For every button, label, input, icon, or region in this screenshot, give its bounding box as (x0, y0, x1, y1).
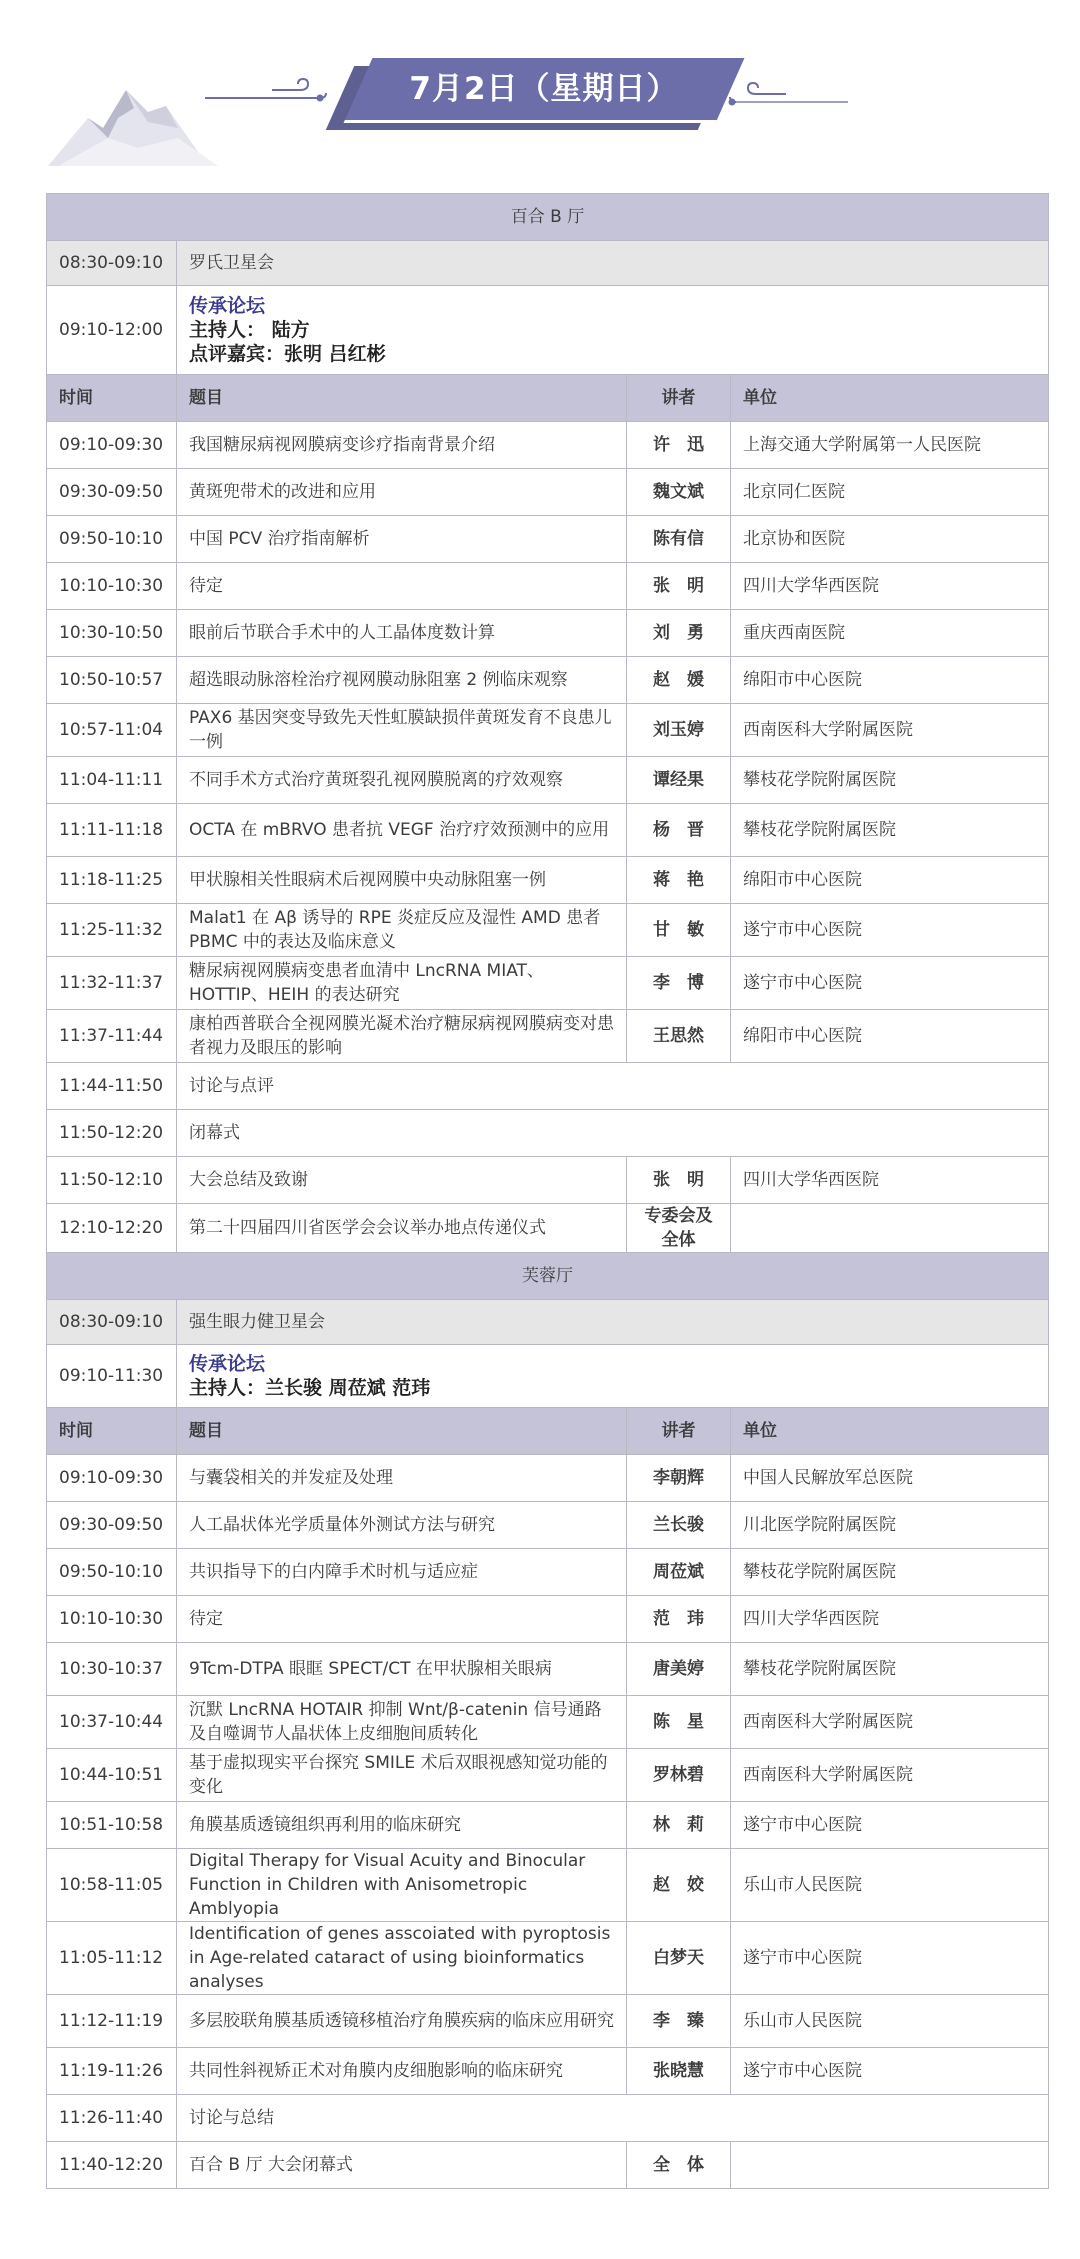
hall-header (47, 194, 1049, 241)
session-row (47, 241, 1049, 286)
table-row (47, 516, 1049, 563)
table-row (47, 757, 1049, 804)
row-unit (731, 1204, 1049, 1253)
row-speaker: 赵 姣 (627, 1849, 731, 1922)
forum-row (47, 1345, 1049, 1408)
row-topic: PAX6 基因突变导致先天性虹膜缺损伴黄斑发育不良患儿一例 (177, 704, 627, 757)
row-speaker: 李 博 (627, 957, 731, 1010)
row-time: 11:44-11:50 (47, 1063, 177, 1110)
table-row (47, 1849, 1049, 1922)
row-speaker: 罗林碧 (627, 1749, 731, 1802)
table-row (47, 1749, 1049, 1802)
row-unit: 四川大学华西医院 (731, 1596, 1049, 1643)
row-unit: 西南医科大学附属医院 (731, 1696, 1049, 1749)
row-speaker: 许 迅 (627, 422, 731, 469)
row-unit: 攀枝花学院附属医院 (731, 757, 1049, 804)
row-topic: 待定 (177, 563, 627, 610)
row-topic: 眼前后节联合手术中的人工晶体度数计算 (177, 610, 627, 657)
row-unit: 上海交通大学附属第一人民医院 (731, 422, 1049, 469)
row-time: 11:37-11:44 (47, 1010, 177, 1063)
row-unit: 遂宁市中心医院 (731, 957, 1049, 1010)
row-unit: 四川大学华西医院 (731, 563, 1049, 610)
forum-row (47, 286, 1049, 375)
row-unit: 北京同仁医院 (731, 469, 1049, 516)
col-unit-header: 单位 (731, 1408, 1049, 1455)
row-speaker: 张 明 (627, 563, 731, 610)
row-topic: 沉默 LncRNA HOTAIR 抑制 Wnt/β-catenin 信号通路及自噬调节人晶状体上皮细胞间质转化 (177, 1696, 627, 1749)
row-speaker: 李朝辉 (627, 1455, 731, 1502)
table-row (47, 1643, 1049, 1696)
forum-host: 主持人：兰长骏 周莅斌 范玮 (189, 1377, 431, 1399)
row-unit: 重庆西南医院 (731, 610, 1049, 657)
row-speaker: 陈 星 (627, 1696, 731, 1749)
table-row (47, 904, 1049, 957)
forum-time: 09:10-11:30 (47, 1345, 177, 1408)
row-speaker: 魏文斌 (627, 469, 731, 516)
col-unit-header: 单位 (731, 375, 1049, 422)
row-speaker: 李 臻 (627, 1995, 731, 2048)
row-unit (731, 2142, 1049, 2189)
row-time: 10:30-10:37 (47, 1643, 177, 1696)
row-unit: 四川大学华西医院 (731, 1157, 1049, 1204)
row-speaker: 甘 敏 (627, 904, 731, 957)
row-unit: 西南医科大学附属医院 (731, 704, 1049, 757)
row-time: 09:50-10:10 (47, 516, 177, 563)
row-topic: Identification of genes asscoiated with pyroptosis in Age-related cataract of using bioinformatics analyses (177, 1922, 627, 1995)
col-time-header: 时间 (47, 375, 177, 422)
row-speaker: 周莅斌 (627, 1549, 731, 1596)
col-topic-header: 题目 (177, 1408, 627, 1455)
row-speaker: 杨 晋 (627, 804, 731, 857)
table-row (47, 1502, 1049, 1549)
row-time: 09:10-09:30 (47, 422, 177, 469)
line-right-decor (728, 97, 848, 107)
forum-title: 传承论坛 (189, 295, 266, 317)
row-topic: 讨论与总结 (177, 2095, 1049, 2142)
row-speaker: 陈有信 (627, 516, 731, 563)
row-time: 11:26-11:40 (47, 2095, 177, 2142)
forum-info (177, 1345, 1049, 1408)
row-time: 11:05-11:12 (47, 1922, 177, 1995)
row-time: 11:11-11:18 (47, 804, 177, 857)
row-unit: 攀枝花学院附属医院 (731, 1549, 1049, 1596)
row-unit: 中国人民解放军总医院 (731, 1455, 1049, 1502)
header (0, 0, 1080, 180)
row-time: 10:37-10:44 (47, 1696, 177, 1749)
row-unit: 乐山市人民医院 (731, 1995, 1049, 2048)
row-topic: 超选眼动脉溶栓治疗视网膜动脉阻塞 2 例临床观察 (177, 657, 627, 704)
row-topic: 我国糖尿病视网膜病变诊疗指南背景介绍 (177, 422, 627, 469)
column-header-row (47, 375, 1049, 422)
table-row (47, 1204, 1049, 1253)
col-time-header: 时间 (47, 1408, 177, 1455)
forum-title: 传承论坛 (189, 1353, 266, 1375)
row-topic: 中国 PCV 治疗指南解析 (177, 516, 627, 563)
row-topic: 康柏西普联合全视网膜光凝术治疗糖尿病视网膜病变对患者视力及眼压的影响 (177, 1010, 627, 1063)
row-time: 11:12-11:19 (47, 1995, 177, 2048)
discussion-row (47, 2095, 1049, 2142)
row-topic: 人工晶状体光学质量体外测试方法与研究 (177, 1502, 627, 1549)
table-row (47, 1549, 1049, 1596)
hall-name: 百合 B 厅 (47, 194, 1049, 241)
row-topic: 待定 (177, 1596, 627, 1643)
row-time: 11:50-12:20 (47, 1110, 177, 1157)
row-time: 11:32-11:37 (47, 957, 177, 1010)
row-unit: 攀枝花学院附属医院 (731, 804, 1049, 857)
row-time: 12:10-12:20 (47, 1204, 177, 1253)
row-time: 10:58-11:05 (47, 1849, 177, 1922)
date-title: 7月2日（星期日） (409, 71, 679, 107)
row-time: 11:25-11:32 (47, 904, 177, 957)
row-topic: 糖尿病视网膜病变患者血清中 LncRNA MIAT、HOTTIP、HEIH 的表达研究 (177, 957, 627, 1010)
row-speaker: 范 玮 (627, 1596, 731, 1643)
table-row (47, 704, 1049, 757)
row-topic: 共识指导下的白内障手术时机与适应症 (177, 1549, 627, 1596)
row-time: 10:30-10:50 (47, 610, 177, 657)
row-unit: 绵阳市中心医院 (731, 857, 1049, 904)
session-title: 罗氏卫星会 (177, 241, 1049, 286)
row-unit: 北京协和医院 (731, 516, 1049, 563)
hall-header (47, 1253, 1049, 1300)
row-topic: 闭幕式 (177, 1110, 1049, 1157)
row-topic: 与囊袋相关的并发症及处理 (177, 1455, 627, 1502)
table-row (47, 1010, 1049, 1063)
row-speaker: 张晓慧 (627, 2048, 731, 2095)
row-time: 11:18-11:25 (47, 857, 177, 904)
table-row (47, 2048, 1049, 2095)
table-row (47, 1802, 1049, 1849)
row-speaker: 张 明 (627, 1157, 731, 1204)
table-row (47, 1157, 1049, 1204)
table-row (47, 857, 1049, 904)
row-time: 11:50-12:10 (47, 1157, 177, 1204)
table-row (47, 610, 1049, 657)
row-unit: 遂宁市中心医院 (731, 1802, 1049, 1849)
row-time: 11:40-12:20 (47, 2142, 177, 2189)
discussion-row (47, 1063, 1049, 1110)
row-speaker: 刘 勇 (627, 610, 731, 657)
row-time: 09:30-09:50 (47, 1502, 177, 1549)
row-speaker: 林 莉 (627, 1802, 731, 1849)
table-row (47, 1995, 1049, 2048)
row-topic: 讨论与点评 (177, 1063, 1049, 1110)
session-time: 08:30-09:10 (47, 1300, 177, 1345)
table-row (47, 469, 1049, 516)
mountain-illustration (48, 78, 218, 168)
session-title: 强生眼力健卫星会 (177, 1300, 1049, 1345)
table-row (47, 422, 1049, 469)
row-time: 10:57-11:04 (47, 704, 177, 757)
row-speaker: 白梦天 (627, 1922, 731, 1995)
row-speaker: 全 体 (627, 2142, 731, 2189)
table-row (47, 563, 1049, 610)
row-speaker: 谭经果 (627, 757, 731, 804)
closing-row (47, 1110, 1049, 1157)
row-unit: 攀枝花学院附属医院 (731, 1643, 1049, 1696)
row-time: 10:44-10:51 (47, 1749, 177, 1802)
row-time: 10:51-10:58 (47, 1802, 177, 1849)
forum-time: 09:10-12:00 (47, 286, 177, 375)
row-time: 10:10-10:30 (47, 563, 177, 610)
row-topic: 黄斑兜带术的改进和应用 (177, 469, 627, 516)
line-left-decor (205, 93, 325, 103)
row-time: 11:19-11:26 (47, 2048, 177, 2095)
table-row (47, 1922, 1049, 1995)
table-row (47, 957, 1049, 1010)
row-unit: 遂宁市中心医院 (731, 904, 1049, 957)
session-time: 08:30-09:10 (47, 241, 177, 286)
hall-name: 芙蓉厅 (47, 1253, 1049, 1300)
row-speaker: 唐美婷 (627, 1643, 731, 1696)
table-row (47, 657, 1049, 704)
row-time: 09:10-09:30 (47, 1455, 177, 1502)
row-topic: 多层胶联角膜基质透镜移植治疗角膜疾病的临床应用研究 (177, 1995, 627, 2048)
row-time: 11:04-11:11 (47, 757, 177, 804)
row-speaker: 专委会及全体 (627, 1204, 731, 1253)
table-row (47, 2142, 1049, 2189)
col-speaker-header: 讲者 (627, 375, 731, 422)
table-row (47, 1455, 1049, 1502)
row-speaker: 兰长骏 (627, 1502, 731, 1549)
row-speaker: 刘玉婷 (627, 704, 731, 757)
row-time: 09:30-09:50 (47, 469, 177, 516)
col-topic-header: 题目 (177, 375, 627, 422)
row-topic: 基于虚拟现实平台探究 SMILE 术后双眼视感知觉功能的变化 (177, 1749, 627, 1802)
row-topic: 9Tcm-DTPA 眼眶 SPECT/CT 在甲状腺相关眼病 (177, 1643, 627, 1696)
forum-reviewer: 点评嘉宾：张明 吕红彬 (189, 343, 386, 365)
table-row (47, 1596, 1049, 1643)
schedule-table (46, 193, 1049, 2189)
row-unit: 绵阳市中心医院 (731, 1010, 1049, 1063)
row-topic: Digital Therapy for Visual Acuity and Binocular Function in Children with Anisometropic Amblyopia (177, 1849, 627, 1922)
row-topic: 角膜基质透镜组织再利用的临床研究 (177, 1802, 627, 1849)
row-unit: 乐山市人民医院 (731, 1849, 1049, 1922)
row-time: 10:10-10:30 (47, 1596, 177, 1643)
row-unit: 川北医学院附属医院 (731, 1502, 1049, 1549)
row-speaker: 蒋 艳 (627, 857, 731, 904)
forum-host: 主持人： 陆方 (189, 319, 310, 341)
table-row (47, 1696, 1049, 1749)
row-speaker: 赵 媛 (627, 657, 731, 704)
session-row (47, 1300, 1049, 1345)
row-time: 10:50-10:57 (47, 657, 177, 704)
row-unit: 西南医科大学附属医院 (731, 1749, 1049, 1802)
row-time: 09:50-10:10 (47, 1549, 177, 1596)
row-unit: 遂宁市中心医院 (731, 2048, 1049, 2095)
row-speaker: 王思然 (627, 1010, 731, 1063)
row-unit: 绵阳市中心医院 (731, 657, 1049, 704)
row-topic: 大会总结及致谢 (177, 1157, 627, 1204)
row-topic: 百合 B 厅 大会闭幕式 (177, 2142, 627, 2189)
row-topic: OCTA 在 mBRVO 患者抗 VEGF 治疗疗效预测中的应用 (177, 804, 627, 857)
column-header-row (47, 1408, 1049, 1455)
col-speaker-header: 讲者 (627, 1408, 731, 1455)
date-banner (340, 58, 735, 124)
row-topic: Malat1 在 Aβ 诱导的 RPE 炎症反应及湿性 AMD 患者 PBMC 中的表达及临床意义 (177, 904, 627, 957)
row-topic: 不同手术方式治疗黄斑裂孔视网膜脱离的疗效观察 (177, 757, 627, 804)
forum-info (177, 286, 1049, 375)
row-topic: 第二十四届四川省医学会会议举办地点传递仪式 (177, 1204, 627, 1253)
table-row (47, 804, 1049, 857)
row-topic: 甲状腺相关性眼病术后视网膜中央动脉阻塞一例 (177, 857, 627, 904)
row-topic: 共同性斜视矫正术对角膜内皮细胞影响的临床研究 (177, 2048, 627, 2095)
row-unit: 遂宁市中心医院 (731, 1922, 1049, 1995)
